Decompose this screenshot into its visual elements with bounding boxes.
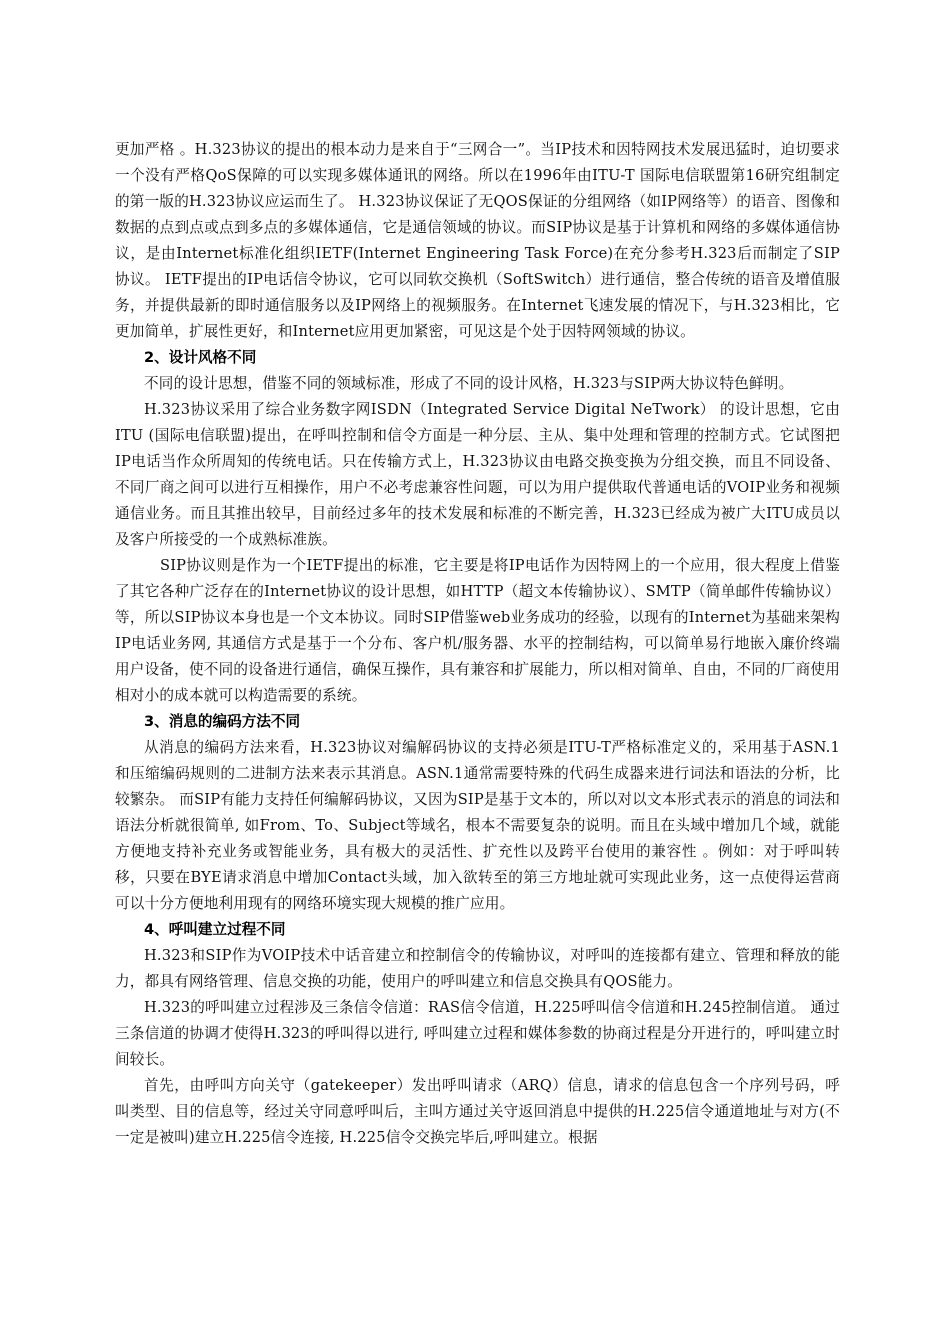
section-heading-call-setup: 4、呼叫建立过程不同 xyxy=(144,921,286,938)
section-heading-design-style: 2、设计风格不同 xyxy=(144,349,257,366)
paragraph-call-setup-intro: H.323和SIP作为VOIP技术中话音建立和控制信令的传输协议，对呼叫的连接都有建立、管理和释放的能力，都具有网络管理、信息交换的功能，使用户的呼叫建立和信息交换具有QOS能力。 xyxy=(115,947,840,990)
paragraph-h323-channels: H.323的呼叫建立过程涉及三条信令信道：RAS信令信道，H.225呼叫信令信道和H.245控制信道。 通过三条信道的协调才使得H.323的呼叫得以进行, 呼叫建立过程和媒体参数的协商过程是分开进行的，呼叫建立时间较长。 xyxy=(115,999,840,1068)
document-body xyxy=(115,137,840,1151)
paragraph-sip-design: SIP协议则是作为一个IETF提出的标准，它主要是将IP电话作为因特网上的一个应用，很大程度上借鉴了其它各种广泛存在的Internet协议的设计思想，如HTTP（超文本传输协议）、SMTP（简单邮件传输协议）等，所以SIP协议本身也是一个文本协议。同时SIP借鉴web业务成功的经验，以现有的Internet为基础来架构IP电话业务网, 其通信方式是基于一个分布、客户机/服务器、水平的控制结构，可以简单易行地嵌入廉价终端用户设备，使不同的设备进行通信，确保互操作，具有兼容和扩展能力，所以相对简单、自由，不同的厂商使用相对小的成本就可以构造需要的系统。 xyxy=(115,557,840,704)
paragraph-h323-design: H.323协议采用了综合业务数字网ISDN（Integrated Service Digital NeTwork） 的设计思想，它由ITU (国际电信联盟)提出，在呼叫控制和信令方面是一种分层、主从、集中处理和管理的控制方式。它试图把IP电话当作众所周知的传统电话。只在传输方式上，H.323协议由电路交换变换为分组交换，而且不同设备、不同厂商之间可以进行互相操作，用户不必考虑兼容性问题，可以为用户提供取代普通电话的VOIP业务和视频通信业务。而且其推出较早，目前经过多年的技术发展和标准的不断完善，H.323已经成为被广大ITU成员以及客户所接受的一个成熟标准族。 xyxy=(115,401,840,548)
paragraph-design-intro: 不同的设计思想，借鉴不同的领域标准，形成了不同的设计风格，H.323与SIP两大协议特色鲜明。 xyxy=(144,375,794,392)
paragraph-h323-origin: 更加严格 。H.323协议的提出的根本动力是来自于“三网合一”。当IP技术和因特网技术发展迅猛时，迫切要求一个没有严格QoS保障的可以实现多媒体通讯的网络。所以在1996年由ITU-T 国际电信联盟第16研究组制定的第一版的H.323协议应运而生了。 H.323协议保证了无QOS保证的分组网络（如IP网络等）的语音、图像和数据的点到点或点到多点的多媒体通信，它是通信领域的协议。而SIP协议是基于计算机和网络的多媒体通信协议，是由Internet标准化组织IETF(Internet Engineering Task Force)在充分参考H.323后而制定了SIP协议。 IETF提出的IP电话信令协议，它可以同软交换机（SoftSwitch）进行通信，整合传统的语音及增值服务，并提供最新的即时通信服务以及IP网络上的视频服务。在Internet飞速发展的情况下，与H.323相比，它更加简单，扩展性更好，和Internet应用更加紧密，可见这是个处于因特网领域的协议。 xyxy=(115,141,840,340)
section-heading-encoding: 3、消息的编码方法不同 xyxy=(144,713,301,730)
paragraph-call-flow: 首先，由呼叫方向关守（gatekeeper）发出呼叫请求（ARQ）信息，请求的信息包含一个序列号码，呼叫类型、目的信息等，经过关守同意呼叫后，主叫方通过关守返回消息中提供的H.225信令通道地址与对方(不一定是被叫)建立H.225信令连接, H.225信令交换完毕后,呼叫建立。根据 xyxy=(115,1077,840,1146)
paragraph-encoding: 从消息的编码方法来看，H.323协议对编解码协议的支持必须是ITU-T严格标准定义的，采用基于ASN.1和压缩编码规则的二进制方法来表示其消息。ASN.1通常需要特殊的代码生成器来进行词法和语法的分析，比较繁杂。 而SIP有能力支持任何编解码协议，又因为SIP是基于文本的，所以对以文本形式表示的消息的词法和语法分析就很简单, 如From、To、Subject等域名，根本不需要复杂的说明。而且在头域中增加几个域，就能方便地支持补充业务或智能业务，具有极大的灵活性、扩充性以及跨平台使用的兼容性 。例如：对于呼叫转移，只要在BYE请求消息中增加Contact头域，加入欲转至的第三方地址就可实现此业务，这一点使得运营商可以十分方便地利用现有的网络环境实现大规模的推广应用。 xyxy=(115,739,840,912)
